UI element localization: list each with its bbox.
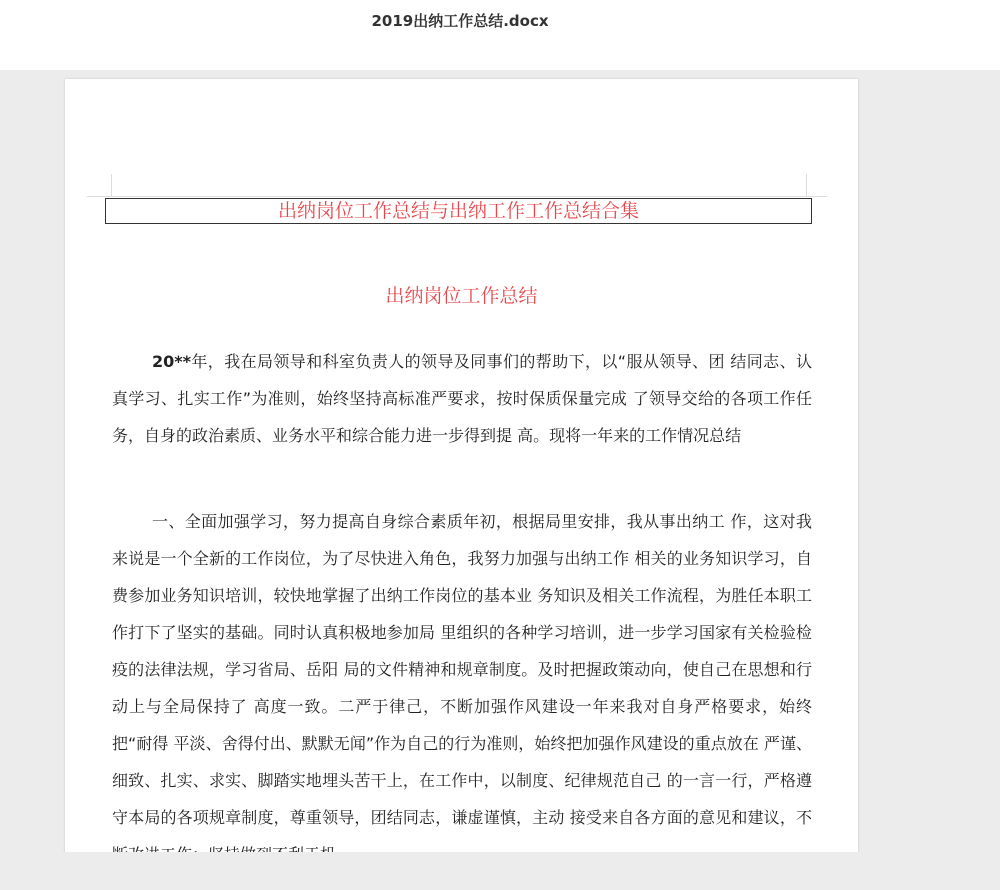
- header-margin-guide: [87, 196, 827, 197]
- header-title: 出纳岗位工作总结与出纳工作工作总结合集: [105, 198, 812, 224]
- right-margin-guide: [806, 174, 807, 196]
- paragraph-study: 一、全面加强学习，努力提高自身综合素质年初，根据局里安排，我从事出纳工 作，这对我来说是一个全新的工作岗位，为了尽快进入角色，我努力加强与出纳工作 相关的业务知识学习，自费参加业务知识培训，较快地掌握了出纳工作岗位的基本业 务知识及相关工作流程，为胜任本职工作打下了坚实的基础。同时认真积极地参加局 里组织的各种学习培训，进一步学习国家有关检验检疫的法律法规，学习省局、岳阳 局的文件精神和规章制度。及时把握政策动向，使自己在思想和行动上与全局保持了 高度一致。二严于律己，不断加强作风建设一年来我对自身严格要求，始终把“耐得 平淡、舍得付出、默默无闻”作为自己的行为准则，始终把加强作风建设的重点放在 严谨、细致、扎实、求实、脚踏实地埋头苦干上，在工作中，以制度、纪律规范自己 的一言一行，严格遵守本局的各项规章制度，尊重领导，团结同志，谦虚谨慎，主动 接受来自各方面的意见和建议，不: [112, 512, 812, 827]
- bottom-scroll-area: [0, 852, 1000, 890]
- title-bar: [0, 0, 1000, 70]
- left-margin-guide: [111, 174, 112, 196]
- section-title: 出纳岗位工作总结: [385, 285, 538, 307]
- paragraph-intro: [112, 343, 812, 454]
- year-text: 20**: [152, 352, 191, 371]
- document-page[interactable]: [65, 79, 858, 879]
- document-filename: 2019出纳工作总结.docx: [371, 12, 549, 30]
- paragraph-intro-text: 年，我在局领导和科室负责人的领导及同事们的帮助下，以“服从领导、团 结同志、认真学习、扎实工作”为准则，始终坚持高标准严要求，按时保质保量完成 了领导交给的各项工作任务，自身的政治素质、业务水平和综合能力进一步得到提 高。现将一年来的工作情况总结: [112, 352, 812, 445]
